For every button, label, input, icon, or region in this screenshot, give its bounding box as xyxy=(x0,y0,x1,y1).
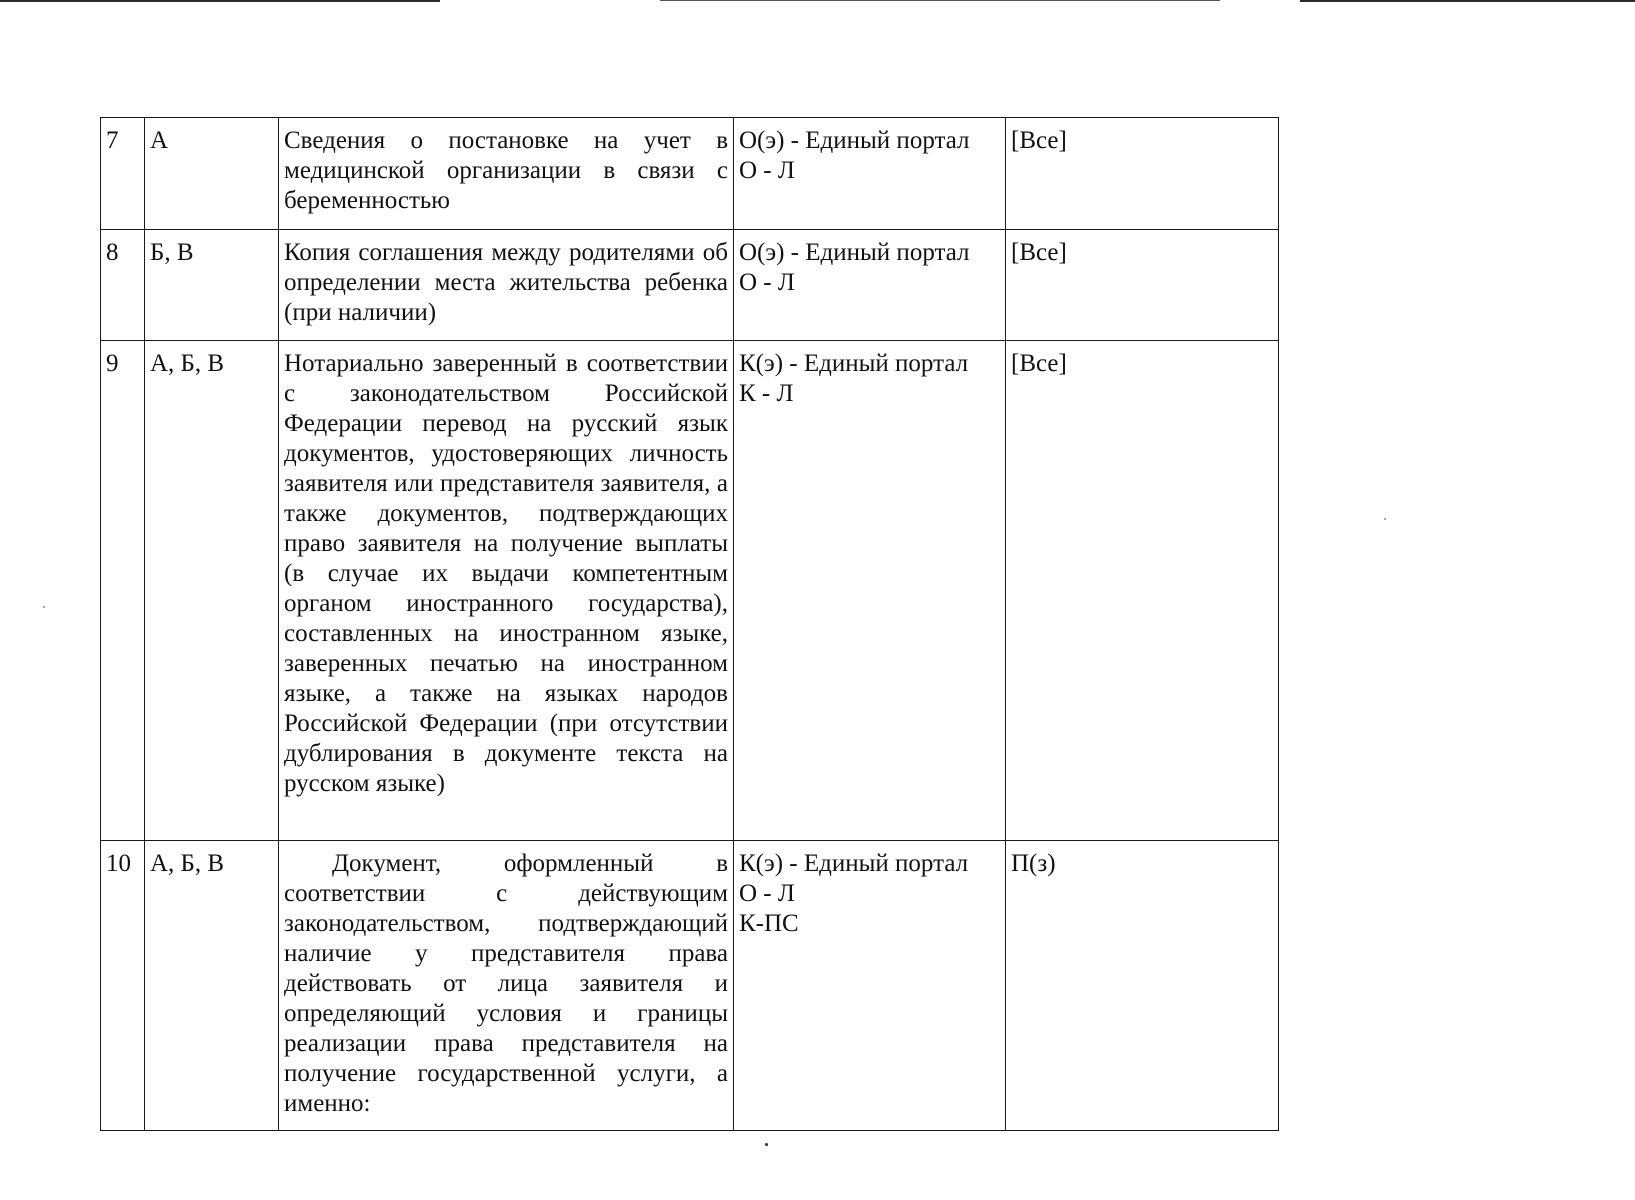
document-description xyxy=(279,230,734,341)
scan-speck xyxy=(1384,518,1386,520)
document-description xyxy=(279,841,734,1131)
submission-form-line: О(э) - Единый портал xyxy=(739,127,970,154)
table-row xyxy=(101,230,1279,341)
table-row xyxy=(101,841,1279,1131)
submission-form xyxy=(734,341,1006,841)
document-description xyxy=(279,341,734,841)
applicability-note: [Все] xyxy=(1006,118,1279,230)
document-description-text: Нотариально заверенный в соответствии с законодательством Российской Федерации перевод на русский язык документов, удостоверяющих личность заявителя или представителя заявителя, а также документов, подтверждающих право заявителя на получение выплаты (в случае их выдачи компетентным органом иностранного государства), составленных на иностранном языке, заверенных печатью на иностранном языке, а также на языках народов Российской Федерации (при отсутствии дублирования в документе текста на русском языке) xyxy=(284,350,728,797)
applicability-note: П(з) xyxy=(1006,841,1279,1131)
scan-edge-right xyxy=(1300,0,1635,2)
submission-form xyxy=(734,841,1006,1131)
scan-speck xyxy=(765,1143,768,1146)
submission-form-line: О(э) - Единый портал xyxy=(739,239,970,266)
row-number: 10 xyxy=(101,841,145,1131)
scan-speck xyxy=(43,606,45,608)
row-number: 9 xyxy=(101,341,145,841)
submission-form-line: О - Л xyxy=(739,157,795,184)
table-row xyxy=(101,341,1279,841)
document-description-text: Документ, оформленный в соответствии с действующим законодательством, подтверждающий наличие у представителя права действовать от лица заявителя и определяющий условия и границы реализации права представителя на получение государственной услуги, а именно: xyxy=(284,850,728,1117)
table-row xyxy=(101,118,1279,230)
row-number: 7 xyxy=(101,118,145,230)
row-number: 8 xyxy=(101,230,145,341)
scan-edge-left xyxy=(0,0,440,2)
submission-form xyxy=(734,118,1006,230)
applicability-note: [Все] xyxy=(1006,230,1279,341)
scan-edge-middle xyxy=(660,0,1220,1)
submission-form-line: К-ПС xyxy=(739,910,799,937)
document-description-text: Сведения о постановке на учет в медицинской организации в связи с беременностью xyxy=(284,127,728,214)
applicant-categories: А, Б, В xyxy=(145,841,279,1131)
submission-form-line: К(э) - Единый портал xyxy=(739,850,969,877)
submission-form-line: О - Л xyxy=(739,880,795,907)
applicant-categories: А, Б, В xyxy=(145,341,279,841)
submission-form-line: К - Л xyxy=(739,380,794,407)
submission-form-line: О - Л xyxy=(739,269,795,296)
submission-form xyxy=(734,230,1006,341)
applicant-categories: Б, В xyxy=(145,230,279,341)
documents-table xyxy=(100,117,1279,1131)
submission-form-line: К(э) - Единый портал xyxy=(739,350,969,377)
applicant-categories: А xyxy=(145,118,279,230)
document-description-text: Копия соглашения между родителями об определении места жительства ребенка (при наличии) xyxy=(284,239,728,326)
applicability-note: [Все] xyxy=(1006,341,1279,841)
document-description xyxy=(279,118,734,230)
